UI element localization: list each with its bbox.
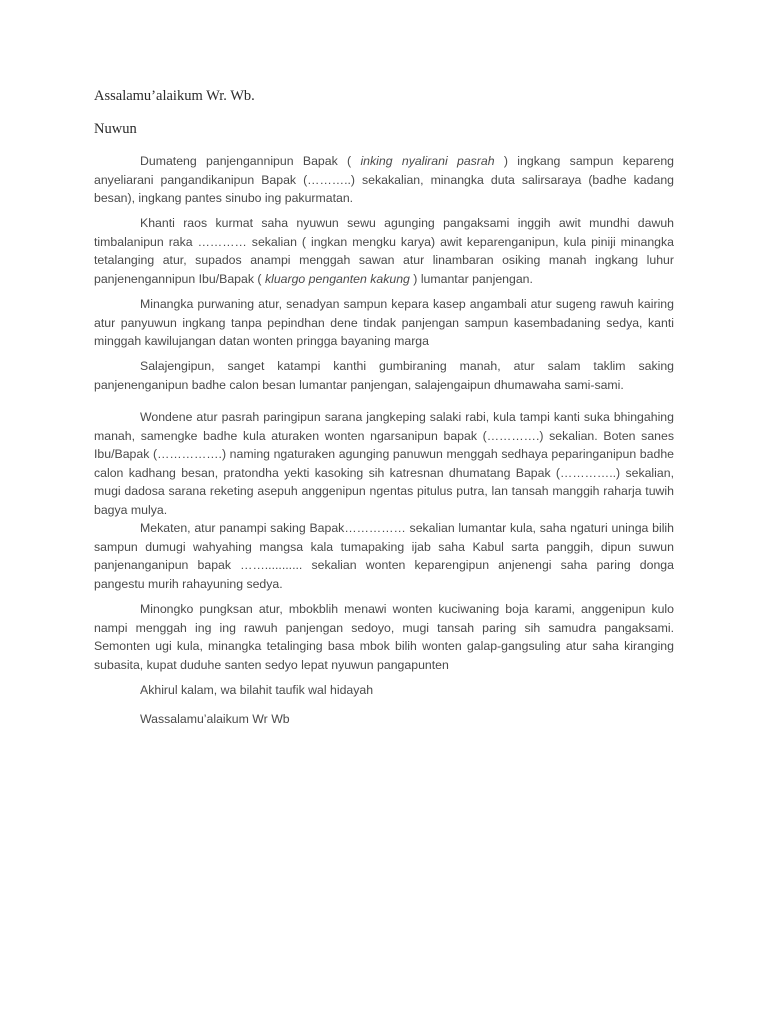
paragraph-text: Minangka purwaning atur, senadyan sampun kepara kasep angambali atur sugeng rawuh kairing atur panyuwun ingkang tanpa pepindhan dene tindak panjengan sampun kasembadaning sedya, kanti minggah kawilujangan datan wonten pringga bayaning marga: [94, 297, 674, 349]
paragraph-text: Dumateng panjengannipun Bapak (: [140, 154, 361, 168]
paragraph-1: [94, 152, 674, 208]
paragraph-text: ) lumantar panjengan.: [409, 271, 533, 286]
paragraph-italic-text: inking nyalirani pasrah: [360, 154, 495, 168]
paragraph-3: [94, 295, 674, 351]
paragraph-italic-text: kluargo penganten kakung: [264, 271, 410, 286]
paragraph-text: Khanti raos kurmat saha nyuwun sewu agunging pangaksami inggih awit mundhi dawuh timbalanipun raka ………… sekalian ( ingkan mengku karya) awit keparenganipun, kula piniji minangka tetalanging atur, supados anampi menggah sawan atur linambaran osiking manah ingkang luhur panjenengannipun Ibu/Bapak (: [94, 216, 674, 286]
paragraph-7: [94, 600, 674, 674]
paragraph-2: [94, 214, 674, 288]
closing-line-1: Akhirul kalam, wa bilahit taufik wal hidayah: [140, 683, 374, 697]
paragraph-text: ) ingkang sampun kepareng anyeliarani pangandikanipun Bapak (………..) sekakalian, minangka duta salirsaraya (badhe kadang besan), ingkang pantes sinubo ing pakurmatan.: [94, 154, 674, 206]
paragraph-text: Minongko pungksan atur, mbokblih menawi wonten kuciwaning boja karami, anggenipun kulo nampi menggah ing ing rawuh panjengan sedoyo, mugi tansah paring sih samudra pangaksami. Semonten ugi kula, minangka tetalinging basa mbok bilih wonten galap-gangsuling atur saha kiranging subasita, kupat duduhe santen sedyo lepat nyuwun pangapunten: [94, 602, 674, 672]
paragraph-4: [94, 357, 674, 394]
paragraph-text: Salajengipun, sanget katampi kanthi gumbiraning manah, atur salam taklim saking panjenenganipun badhe calon besan lumantar panjengan, salajengaipun dhumawaha sami-sami.: [94, 359, 674, 392]
paragraph-5: [94, 408, 674, 520]
opening-word: Nuwun: [94, 121, 137, 137]
paragraph-text: Mekaten, atur panampi saking Bapak…………… sekalian lumantar kula, saha ngaturi uninga bilih sampun dumugi wahyahing mangsa kala tumapaking ijab saha Kabul sarta panggih, dipun suwun panjenanganipun bapak ……........... sekalian wonten keparengipun anjenengi saha paring donga pangestu murih rahayuning sedya.: [94, 521, 674, 591]
paragraph-6: [94, 519, 674, 593]
greeting-heading: Assalamu’alaikum Wr. Wb.: [94, 88, 255, 104]
paragraph-text: Wondene atur pasrah paringipun sarana jangkeping salaki rabi, kula tampi kanti suka bhingahing manah, samengke badhe kula aturaken wonten ngarsanipun bapak (………….) sekalian. Boten sanes Ibu/Bapak (…………….) naming ngaturaken agunging panuwun menggah sedhaya peparinganipun badhe calon kadhang besan, pratondha yekti kasoking sih katresnan dhumatang Bapak (…………..) sekalian, mugi dadosa sarana reketing asepuh anggenipun ngentas pitulus putra, lan tansah manggih raharja tuwih bagya mulya.: [94, 410, 674, 517]
closing-line-2: Wassalamu’alaikum Wr Wb: [140, 712, 290, 726]
